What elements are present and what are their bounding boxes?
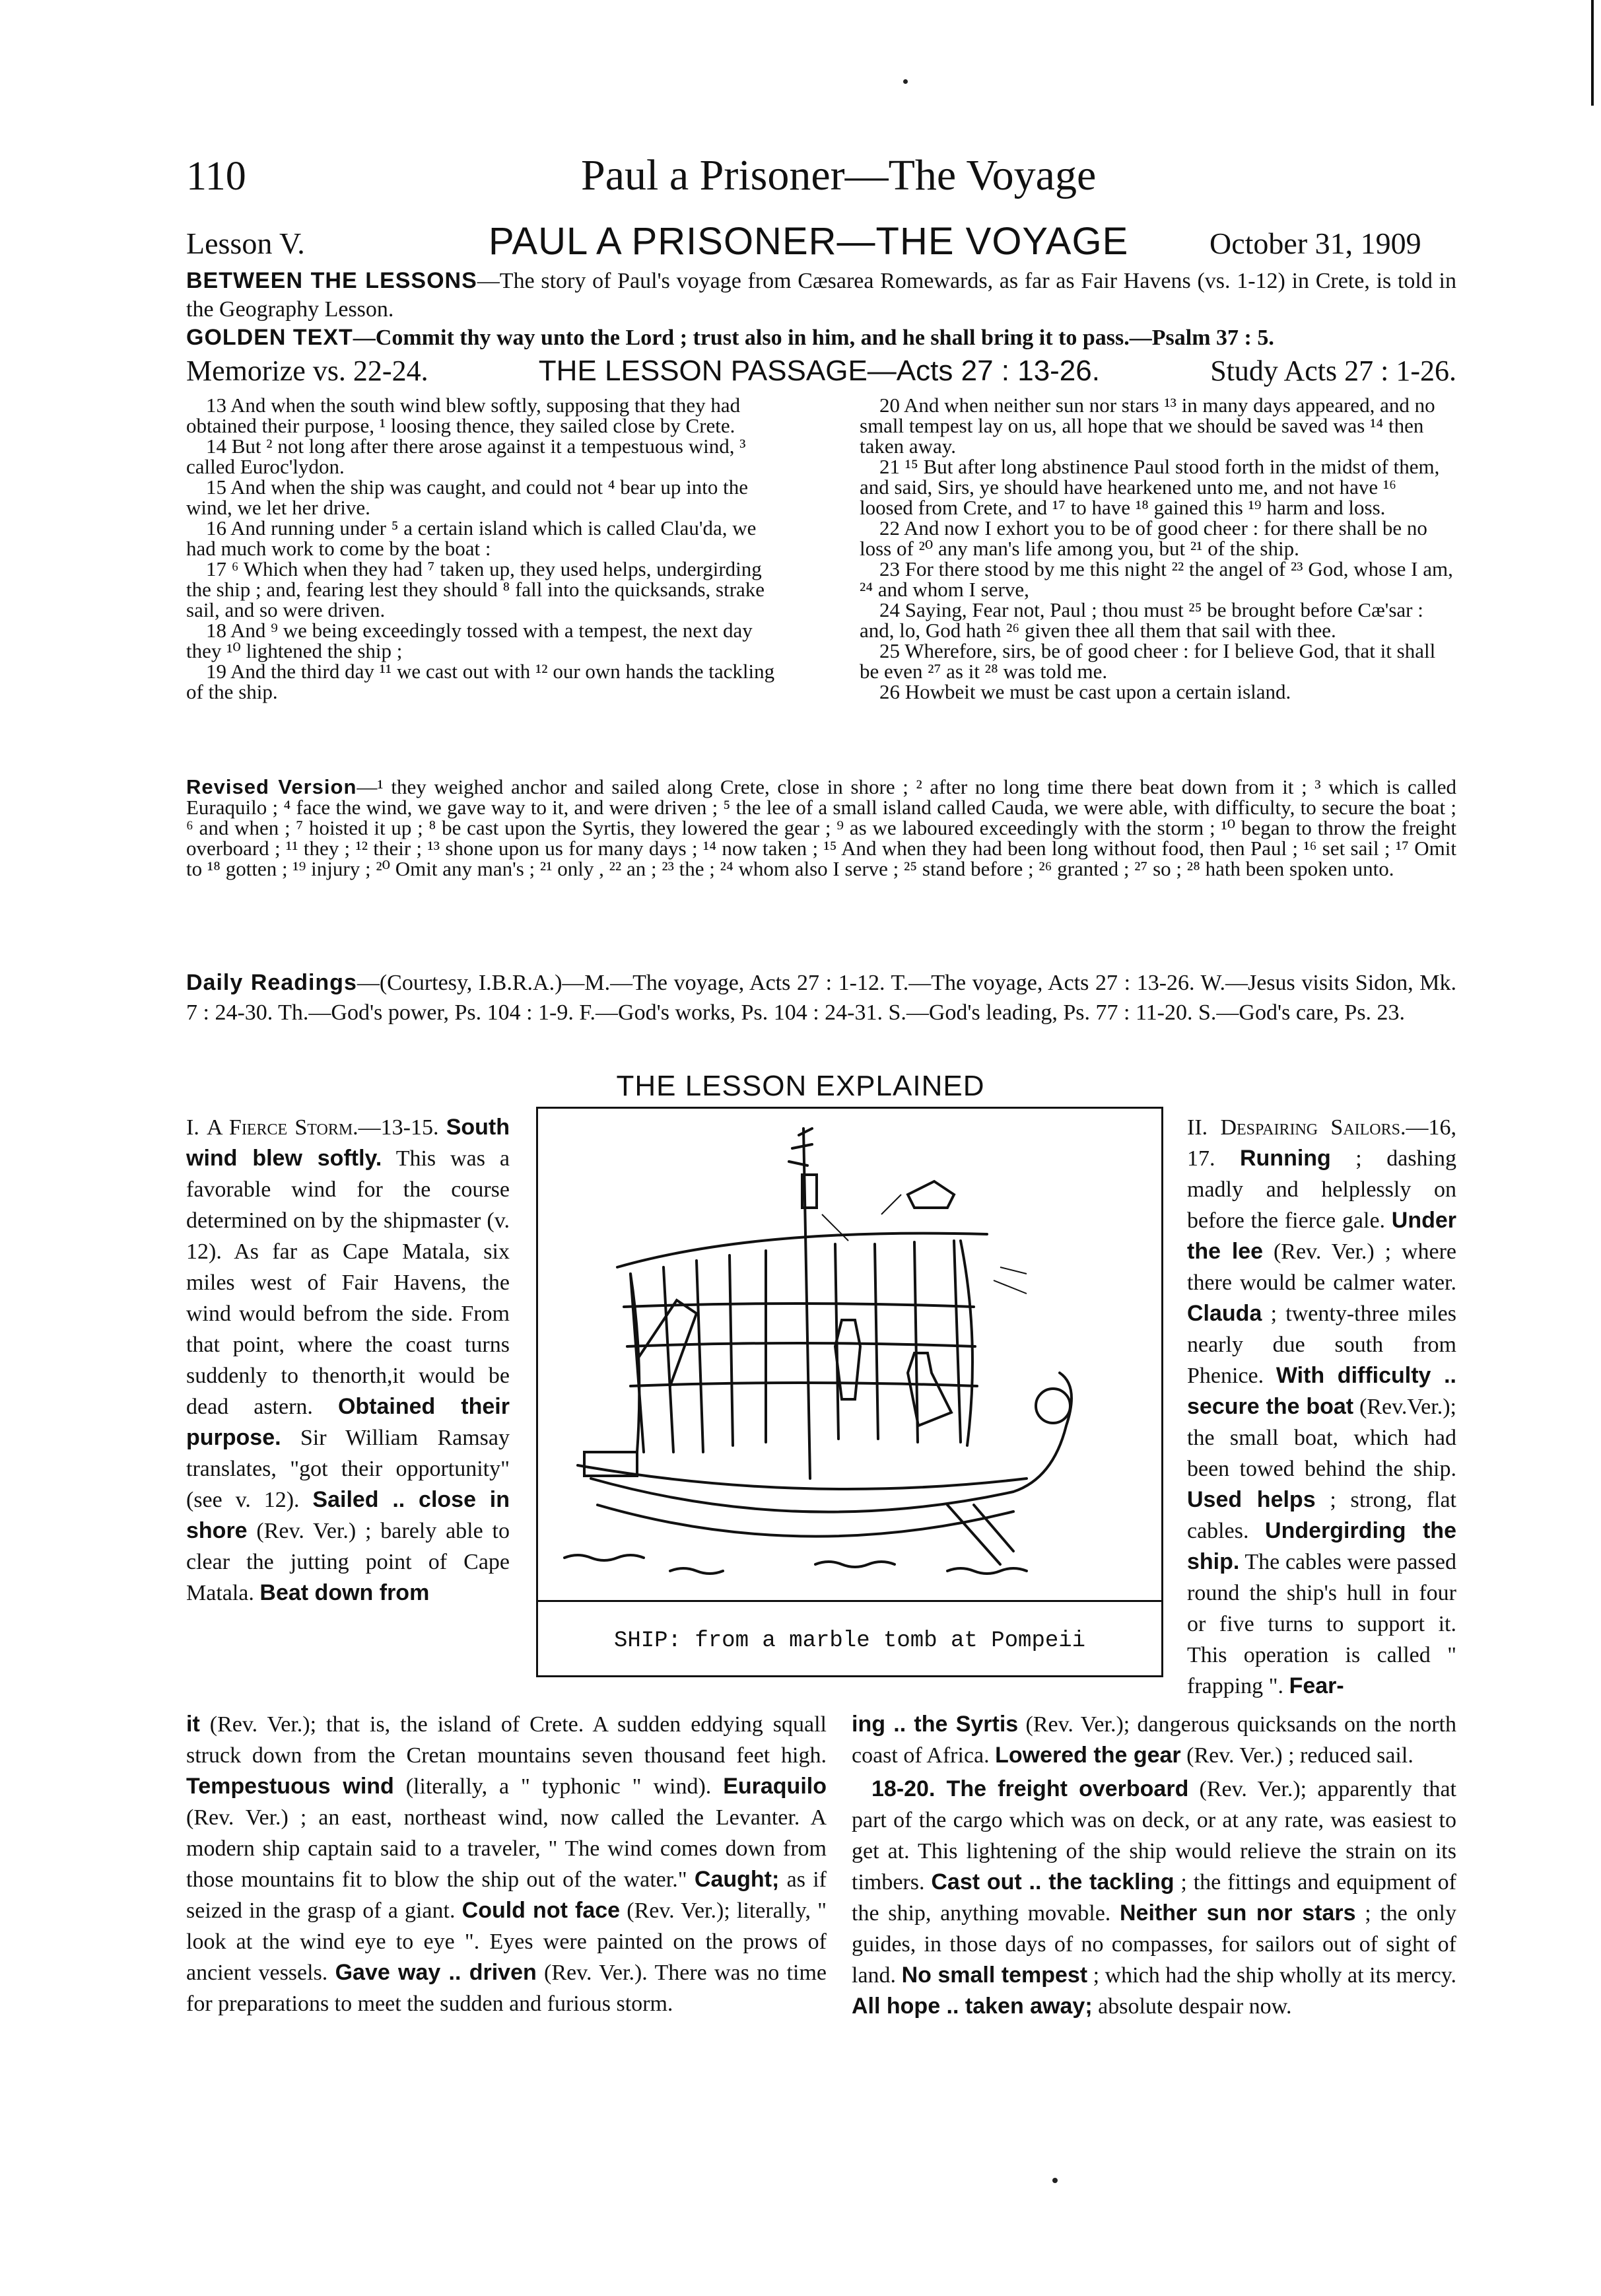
body-text: (Rev. Ver.). There was no time for preparations to meet the sudden and furious storm. — [186, 1961, 827, 2016]
passage-row — [186, 354, 1456, 388]
section2-narrow-text — [1187, 1146, 1456, 1698]
bold-phrase: Cast out .. the tackling — [931, 1869, 1175, 1895]
bold-phrase: With difficulty .. secure the boat — [1187, 1363, 1456, 1419]
bold-phrase: Tempestuous wind — [186, 1774, 394, 1799]
body-text: ; strong, flat cables. — [1187, 1488, 1456, 1543]
verse: 13 And when the south wind blew softly, supposing that they had obtained their purpose, ¹ loosing thence, they sailed close by Crete. — [186, 394, 741, 437]
bold-phrase: it — [186, 1712, 200, 1737]
ship-illustration — [536, 1107, 1163, 1677]
verse: 24 Saying, Fear not, Paul ; thou must ²⁵ be brought before Cæ'sar : and, lo, God hath ²⁶ given thee all them that sail with thee. — [860, 598, 1423, 642]
body-text: (Rev. Ver.); dangerous quicksands on the north coast of Africa. — [852, 1712, 1456, 1768]
bold-phrase: Running — [1239, 1146, 1331, 1171]
bold-phrase: ing .. the Syrtis — [852, 1712, 1019, 1737]
bold-phrase: South wind blew softly. — [186, 1115, 510, 1171]
section2-wide — [852, 1709, 1456, 2022]
lesson-number: Lesson V. — [186, 226, 305, 260]
verses-left-column — [186, 395, 780, 702]
verse: 23 For there stood by me this night ²² the angel of ²³ God, whose I am, ²⁴ and whom I serve, — [860, 557, 1453, 601]
bold-phrase: Under the lee — [1187, 1208, 1456, 1264]
bold-phrase: Caught; — [694, 1867, 780, 1892]
page-edge-rule — [1591, 0, 1594, 106]
bold-phrase: Sailed .. close in shore — [186, 1487, 510, 1543]
golden-text-body: —Commit thy way unto the Lord ; trust also in him, and he shall bring it to pass.—Psalm 37 : 5. — [353, 326, 1274, 350]
section2-heading: Despairing Sailors. — [1220, 1115, 1406, 1140]
body-text: (literally, a " typhonic " wind). — [393, 1774, 724, 1799]
bold-phrase: Clauda — [1187, 1301, 1262, 1326]
verse: 14 But ² not long after there arose against it a tempestuous wind, ³ called Euroc'lydon. — [186, 435, 746, 478]
verse: 15 And when the ship was caught, and could not ⁴ bear up into the wind, we let her drive. — [186, 475, 748, 519]
bold-phrase: Used helps — [1187, 1487, 1316, 1512]
verses-right-column — [860, 395, 1454, 702]
lesson-title: PAUL A PRISONER—THE VOYAGE — [489, 220, 1129, 263]
section2-verses: —16, 17. — [1187, 1115, 1456, 1171]
verse: 19 And the third day ¹¹ we cast out with ¹² our own hands the tackling of the ship. — [186, 660, 775, 703]
golden-text-lead: GOLDEN TEXT — [186, 325, 353, 350]
print-speck — [1052, 2178, 1058, 2183]
daily-readings — [186, 968, 1456, 1027]
verse: 18 And ⁹ we being exceedingly tossed with a tempest, the next day they ¹⁰ lightened the ship ; — [186, 619, 753, 662]
bold-phrase: Lowered the gear — [995, 1743, 1181, 1768]
bold-phrase: Euraquilo — [723, 1774, 827, 1799]
bold-phrase: Neither sun nor stars — [1120, 1900, 1356, 1926]
section2-wide-text — [852, 1712, 1456, 1768]
section1-wide — [186, 1709, 827, 2019]
daily-readings-text: —(Courtesy, I.B.R.A.)—M.—The voyage, Acts 27 : 1-12. T.—The voyage, Acts 27 : 13-26. W.—Jesus visits Sidon, Mk. 7 : 24-30. Th.—God's power, Ps. 104 : 1-9. F.—God's works, Ps. 104 : 24-31. S.—God's leading, Ps. 77 : 11-20. S.—God's care, Ps. 23. — [186, 971, 1456, 1025]
bold-phrase: Undergirding the ship. — [1187, 1518, 1456, 1574]
body-text: (Rev. Ver.) ; an east, northeast wind, now called the Levanter. A modern ship captain said to a traveler, " The wind comes down from those mountains fit to blow the ship out of the water." — [186, 1805, 827, 1892]
body-text: (Rev. Ver.); that is, the island of Crete. A sudden eddying squall struck down from the Cretan mountains seven thousand feet high. — [186, 1712, 827, 1768]
body-text: This was a favorable wind for the course determined on by the shipmaster (v. 12). As far as Cape Matala, six miles west of Fair Havens, the wind would befrom the side. From that point, where the coast turns suddenly to thenorth,it would be dead astern. — [186, 1146, 510, 1419]
body-text: (Rev. Ver.) ; where there would be calmer water. — [1187, 1239, 1456, 1295]
print-speck — [903, 79, 908, 84]
bold-phrase: All hope .. taken away; — [852, 1994, 1093, 2019]
body-text: ; the only guides, in those days of no compasses, for sailors out of sight of land. — [852, 1901, 1456, 1988]
between-lessons-text: —The story of Paul's voyage from Cæsarea Romewards, as far as Fair Havens (vs. 1-12) in Crete, is told in the Geography Lesson. — [186, 269, 1456, 322]
bold-phrase: 18-20. The freight overboard — [871, 1776, 1189, 1801]
body-text: (Rev. Ver.) ; reduced sail. — [1180, 1743, 1414, 1768]
verse: 26 Howbeit we must be cast upon a certain island. — [879, 680, 1291, 703]
verse: 20 And when neither sun nor stars ¹³ in many days appeared, and no small tempest lay on us, all hope that we should be saved was ¹⁴ then taken away. — [860, 394, 1435, 458]
body-text: Sir William Ramsay translates, "got their opportunity" (see v. 12). — [186, 1426, 510, 1512]
section1-numeral: I. — [186, 1115, 199, 1140]
bold-phrase: Beat down from — [259, 1580, 430, 1605]
ship-drawing — [538, 1109, 1161, 1597]
verse: 22 And now I exhort you to be of good cheer : for there shall be no loss of ²⁰ any man's life among you, but ²¹ of the ship. — [860, 516, 1427, 560]
body-text: (Rev.Ver.); the small boat, which had been towed behind the ship. — [1187, 1395, 1456, 1481]
section1-heading: A Fierce Storm. — [207, 1115, 358, 1140]
bold-phrase: Gave way .. driven — [335, 1960, 537, 1985]
bold-phrase: Could not face — [461, 1898, 621, 1923]
body-text: ; dashing madly and helplessly on before the fierce gale. — [1187, 1146, 1457, 1233]
between-lessons — [186, 267, 1456, 324]
memorize-note: Memorize vs. 22-24. — [186, 355, 428, 387]
verse: 25 Wherefore, sirs, be of good cheer : for I believe God, that it shall be even ²⁷ as it ²⁸ was told me. — [860, 639, 1436, 683]
running-head: Paul a Prisoner—The Voyage — [581, 151, 1097, 199]
figure-caption: SHIP: from a marble tomb at Pompeii — [536, 1600, 1163, 1679]
body-text: The cables were passed round the ship's hull in four or five turns to support it. This operation is called " frapping ". — [1187, 1550, 1456, 1698]
revised-version-lead: Revised Version — [186, 775, 357, 798]
verse: 21 ¹⁵ But after long abstinence Paul stood forth in the midst of them, and said, Sirs, ye should have hearkened unto me, and not have ¹⁶ loosed from Crete, and ¹⁷ to have ¹⁸ gained this ¹⁹ harm and loss. — [860, 455, 1440, 519]
body-text: (Rev. Ver.); literally, " look at the wind eye to eye ". Eyes were painted on the prows of ancient vessels. — [186, 1898, 827, 1985]
study-note: Study Acts 27 : 1-26. — [1210, 355, 1456, 387]
page-number: 110 — [186, 154, 246, 199]
lesson-passage-title: THE LESSON PASSAGE—Acts 27 : 13-26. — [538, 355, 1100, 387]
between-lessons-lead: BETWEEN THE LESSONS — [186, 268, 477, 293]
body-text: absolute despair now. — [1092, 1994, 1292, 2019]
body-text: (Rev. Ver.) ; barely able to clear the jutting point of Cape Matala. — [186, 1519, 510, 1605]
golden-text — [186, 324, 1456, 352]
bold-phrase: Fear- — [1289, 1673, 1344, 1698]
section2-narrow — [1187, 1112, 1456, 1702]
verse: 17 ⁶ Which when they had ⁷ taken up, they used helps, undergirding the ship ; and, fearing lest they should ⁸ fall into the quicksands, strake sail, and so were driven. — [186, 557, 765, 621]
section1-narrow-text — [186, 1115, 510, 1605]
verse: 16 And running under ⁵ a certain island which is called Clau'da, we had much work to come by the boat : — [186, 516, 757, 560]
section1-wide-text — [186, 1712, 827, 2016]
body-text: ; twenty-three miles nearly due south from Phenice. — [1187, 1302, 1456, 1388]
bold-phrase: No small tempest — [901, 1963, 1088, 1988]
body-text: (Rev. Ver.); apparently that part of the cargo which was on deck, or at any rate, was easiest to get at. This lightening of the ship would relieve the strain on its timbers. — [852, 1777, 1456, 1895]
section1-verses: —13-15. — [358, 1115, 439, 1140]
revised-version — [186, 777, 1456, 879]
section2-para2-text — [852, 1777, 1456, 2019]
bold-phrase: Obtained their purpose. — [186, 1394, 510, 1450]
daily-readings-lead: Daily Readings — [186, 970, 357, 995]
body-text: ; the fittings and equipment of the ship, anything movable. — [852, 1870, 1457, 1926]
body-text: as if seized in the grasp of a giant. — [186, 1867, 827, 1923]
section2-numeral: II. — [1187, 1115, 1208, 1140]
section1-narrow — [186, 1112, 510, 1609]
body-text: ; which had the ship wholly at its mercy. — [1087, 1963, 1456, 1988]
lesson-date: October 31, 1909 — [1209, 226, 1421, 260]
revised-version-text: —¹ they weighed anchor and sailed along Crete, close in shore ; ² after no long time there beat down from it ; ³ which is called Euraquilo ; ⁴ face the wind, we gave way to it, and were driven ; ⁵ the lee of a small island called Cauda, we were able, with difficulty, to secure the boat ; ⁶ and when ; ⁷ hoisted it up ; ⁸ be cast upon the Syrtis, they lowered the gear ; ⁹ as we laboured exceedingly with the storm ; ¹⁰ began to throw the freight overboard ; ¹¹ they ; ¹² their ; ¹³ shone upon us for many days ; ¹⁴ now taken ; ¹⁵ And when they had been long without food, then Paul ; ¹⁶ set sail ; ¹⁷ Omit to ¹⁸ gotten ; ¹⁹ injury ; ²⁰ Omit any man's ; ²¹ only , ²² an ; ²³ the ; ²⁴ whom also I serve ; ²⁵ stand before ; ²⁶ granted ; ²⁷ so ; ²⁸ hath been spoken unto. — [186, 775, 1456, 880]
lesson-explained-title: THE LESSON EXPLAINED — [616, 1070, 985, 1102]
